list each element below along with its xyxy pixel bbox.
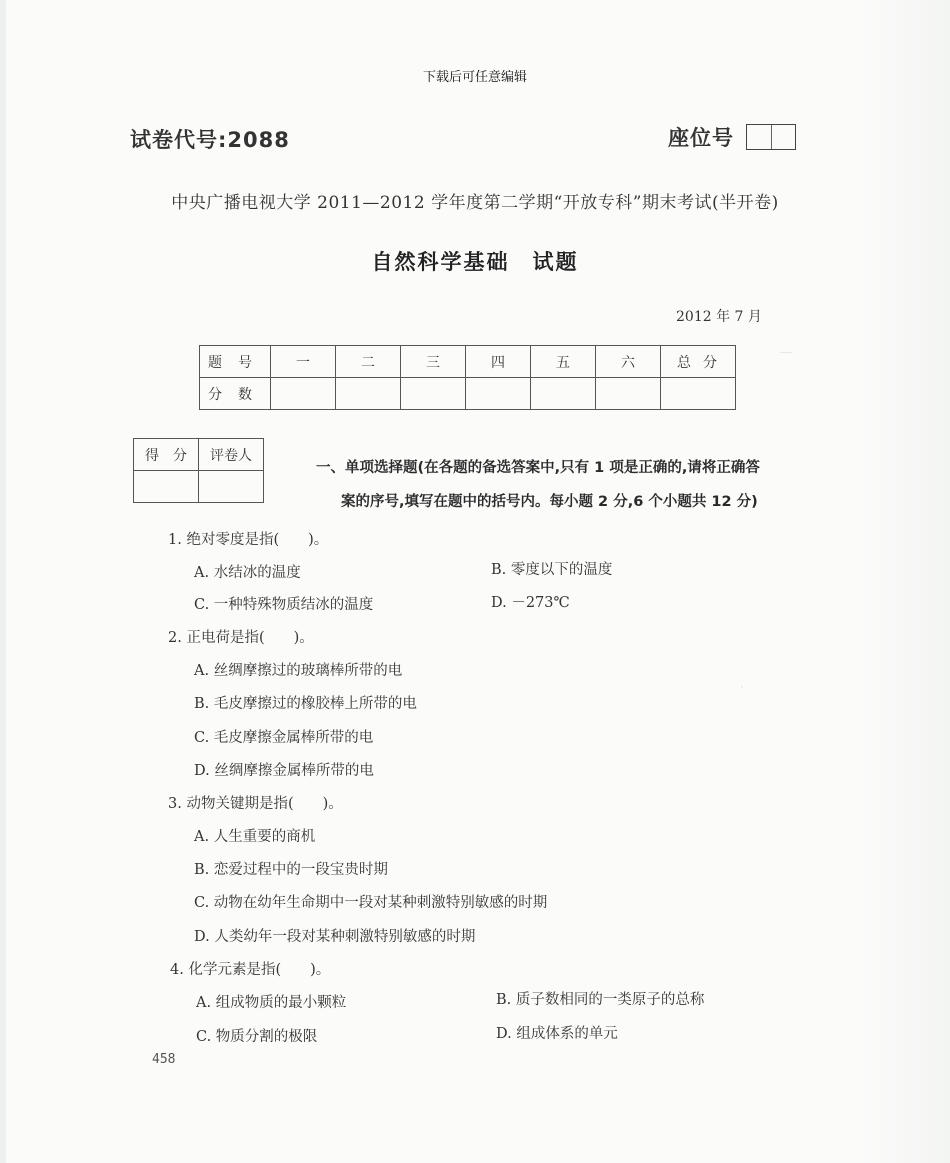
exam-date: 2012 年 7 月	[676, 309, 762, 325]
answer-option[interactable]: A. 水结冰的温度	[194, 565, 301, 581]
score-cell[interactable]	[466, 378, 531, 410]
score-cell[interactable]	[271, 378, 336, 410]
score-cell[interactable]	[401, 378, 466, 410]
question-stem: 1. 绝对零度是指( )。	[168, 532, 329, 548]
exam-title: 自然科学基础 试题	[371, 250, 579, 274]
score-table-header-row	[200, 346, 736, 378]
answer-option[interactable]: D. 人类幼年一段对某种刺激特别敏感的时期	[194, 929, 476, 945]
score-table-col-total: 总分	[661, 346, 736, 378]
grader-table	[133, 438, 264, 503]
question-stem: 4. 化学元素是指( )。	[170, 962, 331, 978]
answer-option[interactable]: D. 丝绸摩擦金属棒所带的电	[194, 763, 374, 779]
scan-edge-right	[860, 0, 950, 1163]
score-table-row-label: 题号	[200, 346, 271, 378]
section-instructions-line2: 案的序号,填写在题中的括号内。每小题 2 分,6 个小题共 12 分)	[341, 494, 758, 510]
score-table-col-4: 四	[466, 346, 531, 378]
grader-name-cell[interactable]	[199, 471, 264, 503]
score-cell[interactable]	[661, 378, 736, 410]
score-table-col-2: 二	[336, 346, 401, 378]
bleed-through-mark: ·	[740, 680, 745, 695]
download-note: 下载后可任意编辑	[422, 70, 527, 85]
seat-number-label: 座位号	[668, 126, 734, 150]
answer-option[interactable]: D. －273℃	[491, 595, 570, 611]
answer-option[interactable]: B. 质子数相同的一类原子的总称	[496, 992, 705, 1008]
exam-header: 中央广播电视大学 2011—2012 学年度第二学期“开放专科”期末考试(半开卷)	[171, 193, 779, 213]
scan-edge-left	[0, 0, 6, 1163]
score-table-col-5: 五	[531, 346, 596, 378]
paper-code: 试卷代号:2088	[130, 128, 290, 152]
answer-option[interactable]: C. 一种特殊物质结冰的温度	[194, 597, 374, 613]
grader-name-label: 评卷人	[199, 439, 264, 471]
answer-option[interactable]: A. 丝绸摩擦过的玻璃棒所带的电	[194, 663, 403, 679]
answer-option[interactable]: B. 毛皮摩擦过的橡胶棒上所带的电	[194, 696, 417, 712]
bleed-through-mark: —	[780, 345, 793, 360]
score-table-row-label: 分数	[200, 378, 271, 410]
question-stem: 3. 动物关键期是指( )。	[168, 796, 343, 812]
answer-option[interactable]: C. 毛皮摩擦金属棒所带的电	[194, 730, 374, 746]
score-table-col-3: 三	[401, 346, 466, 378]
score-cell[interactable]	[596, 378, 661, 410]
section-instructions-line1: 一、单项选择题(在各题的备选答案中,只有 1 项是正确的,请将正确答	[316, 460, 760, 476]
score-table-col-1: 一	[271, 346, 336, 378]
score-table-score-row	[200, 378, 736, 410]
answer-option[interactable]: C. 动物在幼年生命期中一段对某种刺激特别敏感的时期	[194, 895, 548, 911]
question-stem: 2. 正电荷是指( )。	[168, 630, 314, 646]
answer-option[interactable]: D. 组成体系的单元	[496, 1026, 618, 1042]
grader-score-label: 得 分	[134, 439, 199, 471]
answer-option[interactable]: A. 组成物质的最小颗粒	[196, 995, 347, 1011]
answer-option[interactable]: C. 物质分割的极限	[196, 1029, 318, 1045]
answer-option[interactable]: B. 零度以下的温度	[491, 562, 613, 578]
score-cell[interactable]	[531, 378, 596, 410]
score-table	[199, 345, 736, 410]
score-cell[interactable]	[336, 378, 401, 410]
answer-option[interactable]: A. 人生重要的商机	[194, 829, 316, 845]
page-number: 458	[152, 1052, 176, 1067]
score-table-col-6: 六	[596, 346, 661, 378]
answer-option[interactable]: B. 恋爱过程中的一段宝贵时期	[194, 862, 388, 878]
seat-number-box[interactable]	[746, 124, 796, 150]
grader-score-cell[interactable]	[134, 471, 199, 503]
